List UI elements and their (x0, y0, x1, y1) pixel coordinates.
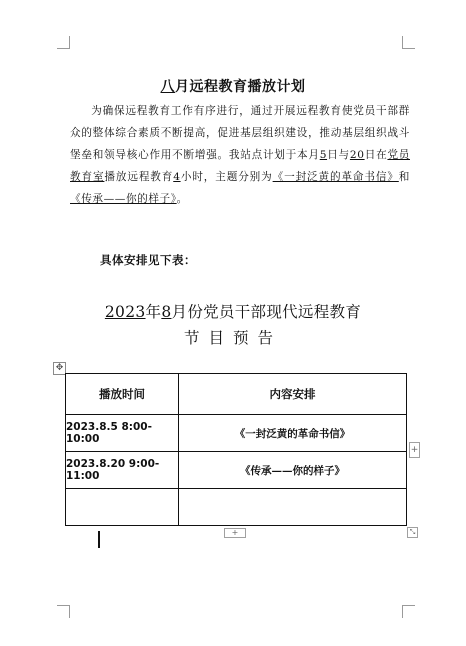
paragraph-text: 播放远程教育 (104, 171, 174, 183)
header-play-time[interactable]: 播放时间 (66, 374, 179, 415)
title-rest: 月远程教育播放计划 (175, 79, 306, 95)
paragraph-text: 。 (176, 193, 188, 205)
paragraph-text: 日与 (327, 149, 350, 161)
table-row (66, 452, 407, 489)
paragraph-text: 日在 (364, 149, 388, 161)
paragraph-day2: 20 (349, 149, 365, 161)
document-title (0, 76, 466, 96)
page-corner-mark (57, 605, 70, 618)
program-heading (0, 300, 466, 322)
cell-time[interactable]: 2023.8.5 8:00-10:00 (66, 415, 179, 452)
table-header-row (66, 374, 407, 415)
paragraph-text: 为确保远程教育工作有序进行，通过开展远程教育使党员干部群众的整体综合素质不断提高，促进基层组织建设，推动基层组织战斗堡垒和领导核心作用不断增强。我站点计划于本月 (70, 105, 410, 161)
cell-time[interactable]: 2023.8.20 9:00-11:00 (66, 452, 179, 489)
intro-paragraph (70, 100, 410, 210)
paragraph-text: 和 (398, 171, 410, 183)
header-content[interactable]: 内容安排 (179, 374, 407, 415)
title-month: 八 (160, 79, 175, 95)
program-subheading: 节目预告 (183, 329, 282, 347)
paragraph-text: 小时，主题分别为 (180, 171, 273, 183)
schedule-intro: 具体安排见下表： (100, 253, 196, 267)
cell-content[interactable] (179, 489, 407, 526)
add-column-button[interactable]: + (409, 442, 420, 458)
resize-icon[interactable]: ⤡ (407, 527, 418, 538)
program-heading-rest: 月份党员干部现代远程教育 (171, 303, 362, 321)
table-row (66, 415, 407, 452)
paragraph-venue: 党员教育室 (70, 149, 410, 183)
paragraph-topic1: 《一封泛黄的革命书信》 (272, 171, 399, 183)
paragraph-day1: 5 (319, 149, 328, 161)
cell-content[interactable]: 《一封泛黄的革命书信》 (179, 415, 407, 452)
page-corner-mark (57, 36, 70, 49)
page-corner-mark (402, 36, 415, 49)
table-row (66, 489, 407, 526)
page-corner-mark (402, 605, 415, 618)
program-year-suffix: 年 (145, 303, 162, 321)
program-year: 2023 (104, 303, 146, 321)
schedule-table (65, 373, 407, 526)
cell-time[interactable] (66, 489, 179, 526)
text-cursor (98, 531, 100, 548)
paragraph-hours: 4 (173, 171, 181, 183)
program-month: 8 (161, 303, 172, 321)
cell-content[interactable]: 《传承——你的样子》 (179, 452, 407, 489)
add-row-button[interactable]: + (224, 528, 246, 538)
paragraph-topic2: 《传承——你的样子》 (70, 193, 177, 205)
move-icon[interactable]: ✥ (53, 362, 66, 375)
